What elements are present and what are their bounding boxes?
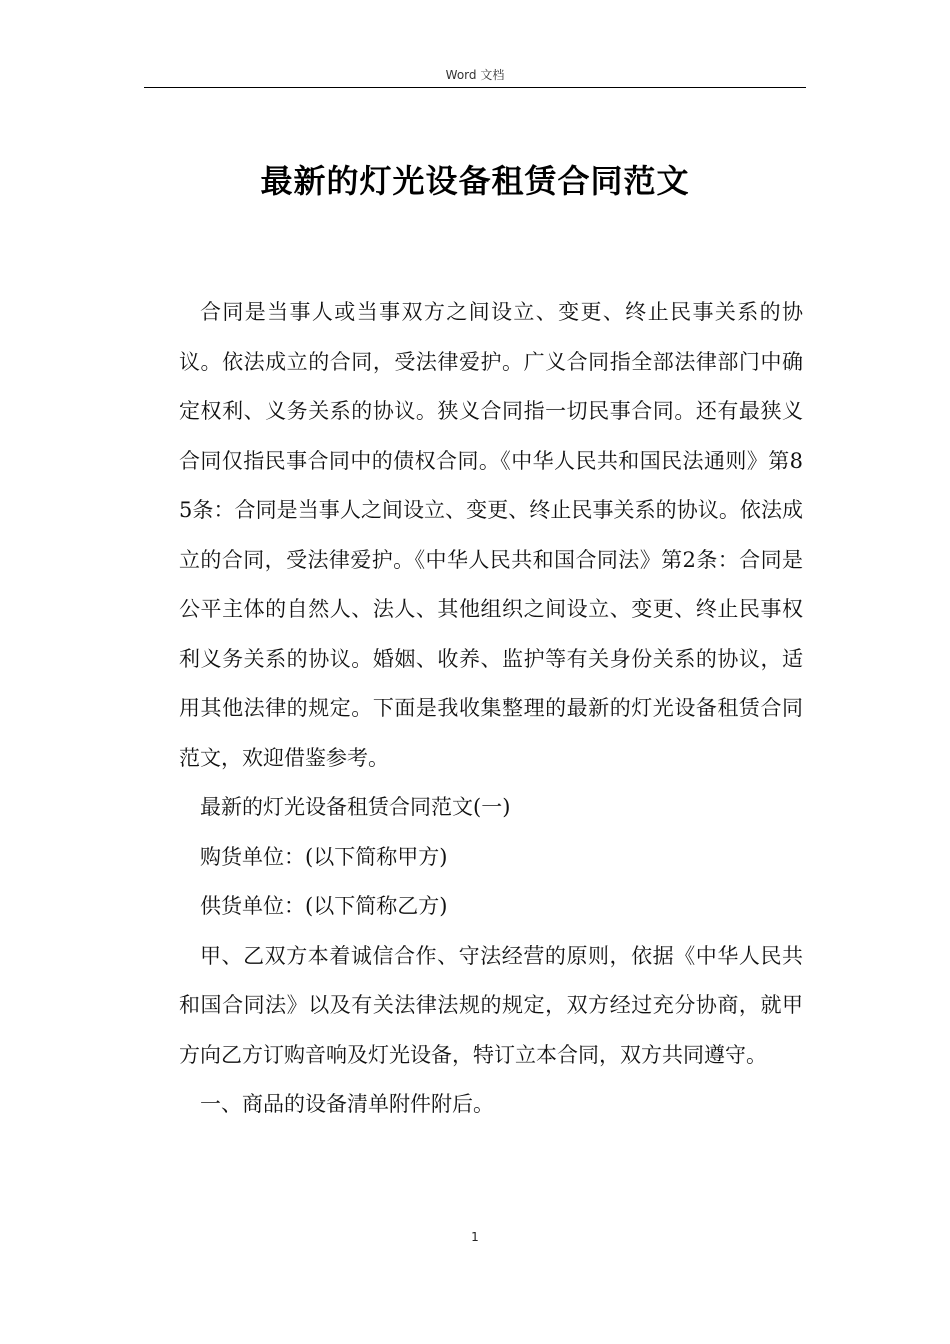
document-body bbox=[179, 288, 803, 1130]
header-divider bbox=[144, 87, 806, 88]
document-title: 最新的灯光设备租赁合同范文 bbox=[260, 162, 690, 200]
paragraph-clause-1: 一、商品的设备清单附件附后。 bbox=[200, 1092, 494, 1116]
paragraph-supplier: 供货单位：(以下简称乙方) bbox=[200, 894, 448, 918]
paragraph-section-heading: 最新的灯光设备租赁合同范文(一) bbox=[200, 795, 511, 819]
page-number: 1 bbox=[471, 1230, 479, 1244]
paragraph-agreement: 甲、乙双方本着诚信合作、守法经营的原则，依据《中华人民共和国合同法》以及有关法律法规的规定，双方经过充分协商，就甲方向乙方订购音响及灯光设备，特订立本合同，双方共同遵守。 bbox=[179, 943, 803, 1067]
page-header-label: Word 文档 bbox=[445, 68, 505, 82]
paragraph-buyer: 购货单位：(以下简称甲方) bbox=[200, 844, 448, 869]
paragraph-intro: 合同是当事人或当事双方之间设立、变更、终止民事关系的协议。依法成立的合同，受法律爱护。广义合同指全部法律部门中确定权利、义务关系的协议。狭义合同指一切民事合同。还有最狭义合同仅指民事合同中的债权合同。《中华人民共和国民法通则》第85条：合同是当事人之间设立、变更、终止民事关系的协议。依法成立的合同，受法律爱护。《中华人民共和国合同法》第2条：合同是公平主体的自然人、法人、其他组织之间设立、变更、终止民事权利义务关系的协议。婚姻、收养、监护等有关身份关系的协议，适用其他法律的规定。下面是我收集整理的最新的灯光设备租赁合同范文，欢迎借鉴参考。 bbox=[179, 300, 803, 770]
